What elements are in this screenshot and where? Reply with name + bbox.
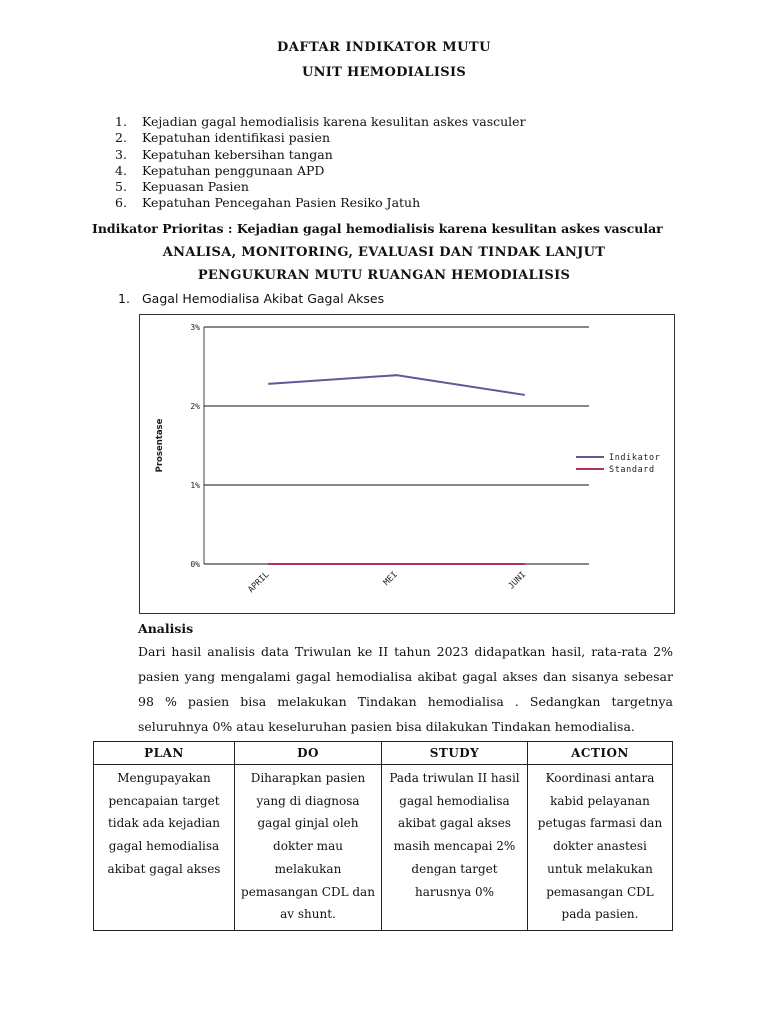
y-tick-label: 0% bbox=[190, 560, 200, 569]
cell-action: Koordinasi antara kabid pelayanan petugas farmasi dan dokter anastesi untuk melakukan pemasangan CDL pada pasien. bbox=[528, 765, 673, 931]
column-header-do: DO bbox=[235, 742, 382, 765]
chart-section-title: 1. Gagal Hemodialisa Akibat Gagal Akses bbox=[118, 291, 385, 306]
legend-label: Standard bbox=[609, 465, 655, 475]
section-heading: ANALISA, MONITORING, EVALUASI DAN TINDAK LANJUT bbox=[162, 245, 606, 260]
indicator-list bbox=[115, 114, 526, 212]
list-item: 5. Kepuasan Pasien bbox=[115, 179, 249, 195]
priority-indicator: Indikator Prioritas : Kejadian gagal hemodialisis karena kesulitan askes vascular bbox=[92, 221, 663, 236]
chart-canvas bbox=[140, 315, 674, 613]
list-item: 4. Kepatuhan penggunaan APD bbox=[115, 162, 325, 178]
pdsa-table bbox=[93, 741, 673, 931]
column-header-study: STUDY bbox=[382, 742, 528, 765]
cell-study: Pada triwulan II hasil gagal hemodialisa akibat gagal akses masih mencapai 2% dengan target harusnya 0% bbox=[382, 765, 528, 931]
table-row bbox=[94, 765, 673, 931]
x-tick-label: JUNI bbox=[506, 569, 529, 592]
list-item: 6. Kepatuhan Pencegahan Pasien Resiko Jatuh bbox=[115, 195, 421, 211]
analysis-heading: Analisis bbox=[138, 621, 194, 636]
series-line-indikator bbox=[268, 375, 525, 395]
legend-label: Indikator bbox=[609, 453, 661, 463]
column-header-action: ACTION bbox=[528, 742, 673, 765]
cell-do: Diharapkan pasien yang di diagnosa gagal ginjal oleh dokter mau melakukan pemasangan CDL dan av shunt. bbox=[235, 765, 382, 931]
list-item: 3. Kepatuhan kebersihan tangan bbox=[115, 146, 333, 162]
list-item: 2. Kepatuhan identifikasi pasien bbox=[115, 130, 330, 146]
y-tick-label: 3% bbox=[190, 323, 200, 332]
doc-title: DAFTAR INDIKATOR MUTU bbox=[277, 40, 491, 55]
column-header-plan: PLAN bbox=[94, 742, 235, 765]
y-tick-label: 2% bbox=[190, 402, 200, 411]
y-tick-label: 1% bbox=[190, 481, 200, 490]
cell-plan: Mengupayakan pencapaian target tidak ada kejadian gagal hemodialisa akibat gagal akses bbox=[94, 765, 235, 931]
analysis-text: Dari hasil analisis data Triwulan ke II tahun 2023 didapatkan hasil, rata-rata 2% pasien yang mengalami gagal hemodialisa akibat gagal akses dan sisanya sebesar 98 % pasien bisa melakukan Tindakan hemodialisa . Sedangkan targetnya seluruhnya 0% atau keseluruhan pasien bisa dilakukan Tindakan hemodialisa. bbox=[138, 644, 673, 734]
table-header-row bbox=[94, 742, 673, 765]
x-tick-label: APRIL bbox=[246, 569, 272, 596]
y-axis-label: Prosentase bbox=[155, 418, 165, 473]
section-subheading: PENGUKURAN MUTU RUANGAN HEMODIALISIS bbox=[197, 268, 571, 283]
list-item: 1. Kejadian gagal hemodialisis karena kesulitan askes vasculer bbox=[115, 114, 526, 129]
x-tick-label: MEI bbox=[381, 569, 400, 588]
doc-subtitle: UNIT HEMODIALISIS bbox=[301, 65, 467, 80]
line-chart bbox=[139, 314, 675, 614]
